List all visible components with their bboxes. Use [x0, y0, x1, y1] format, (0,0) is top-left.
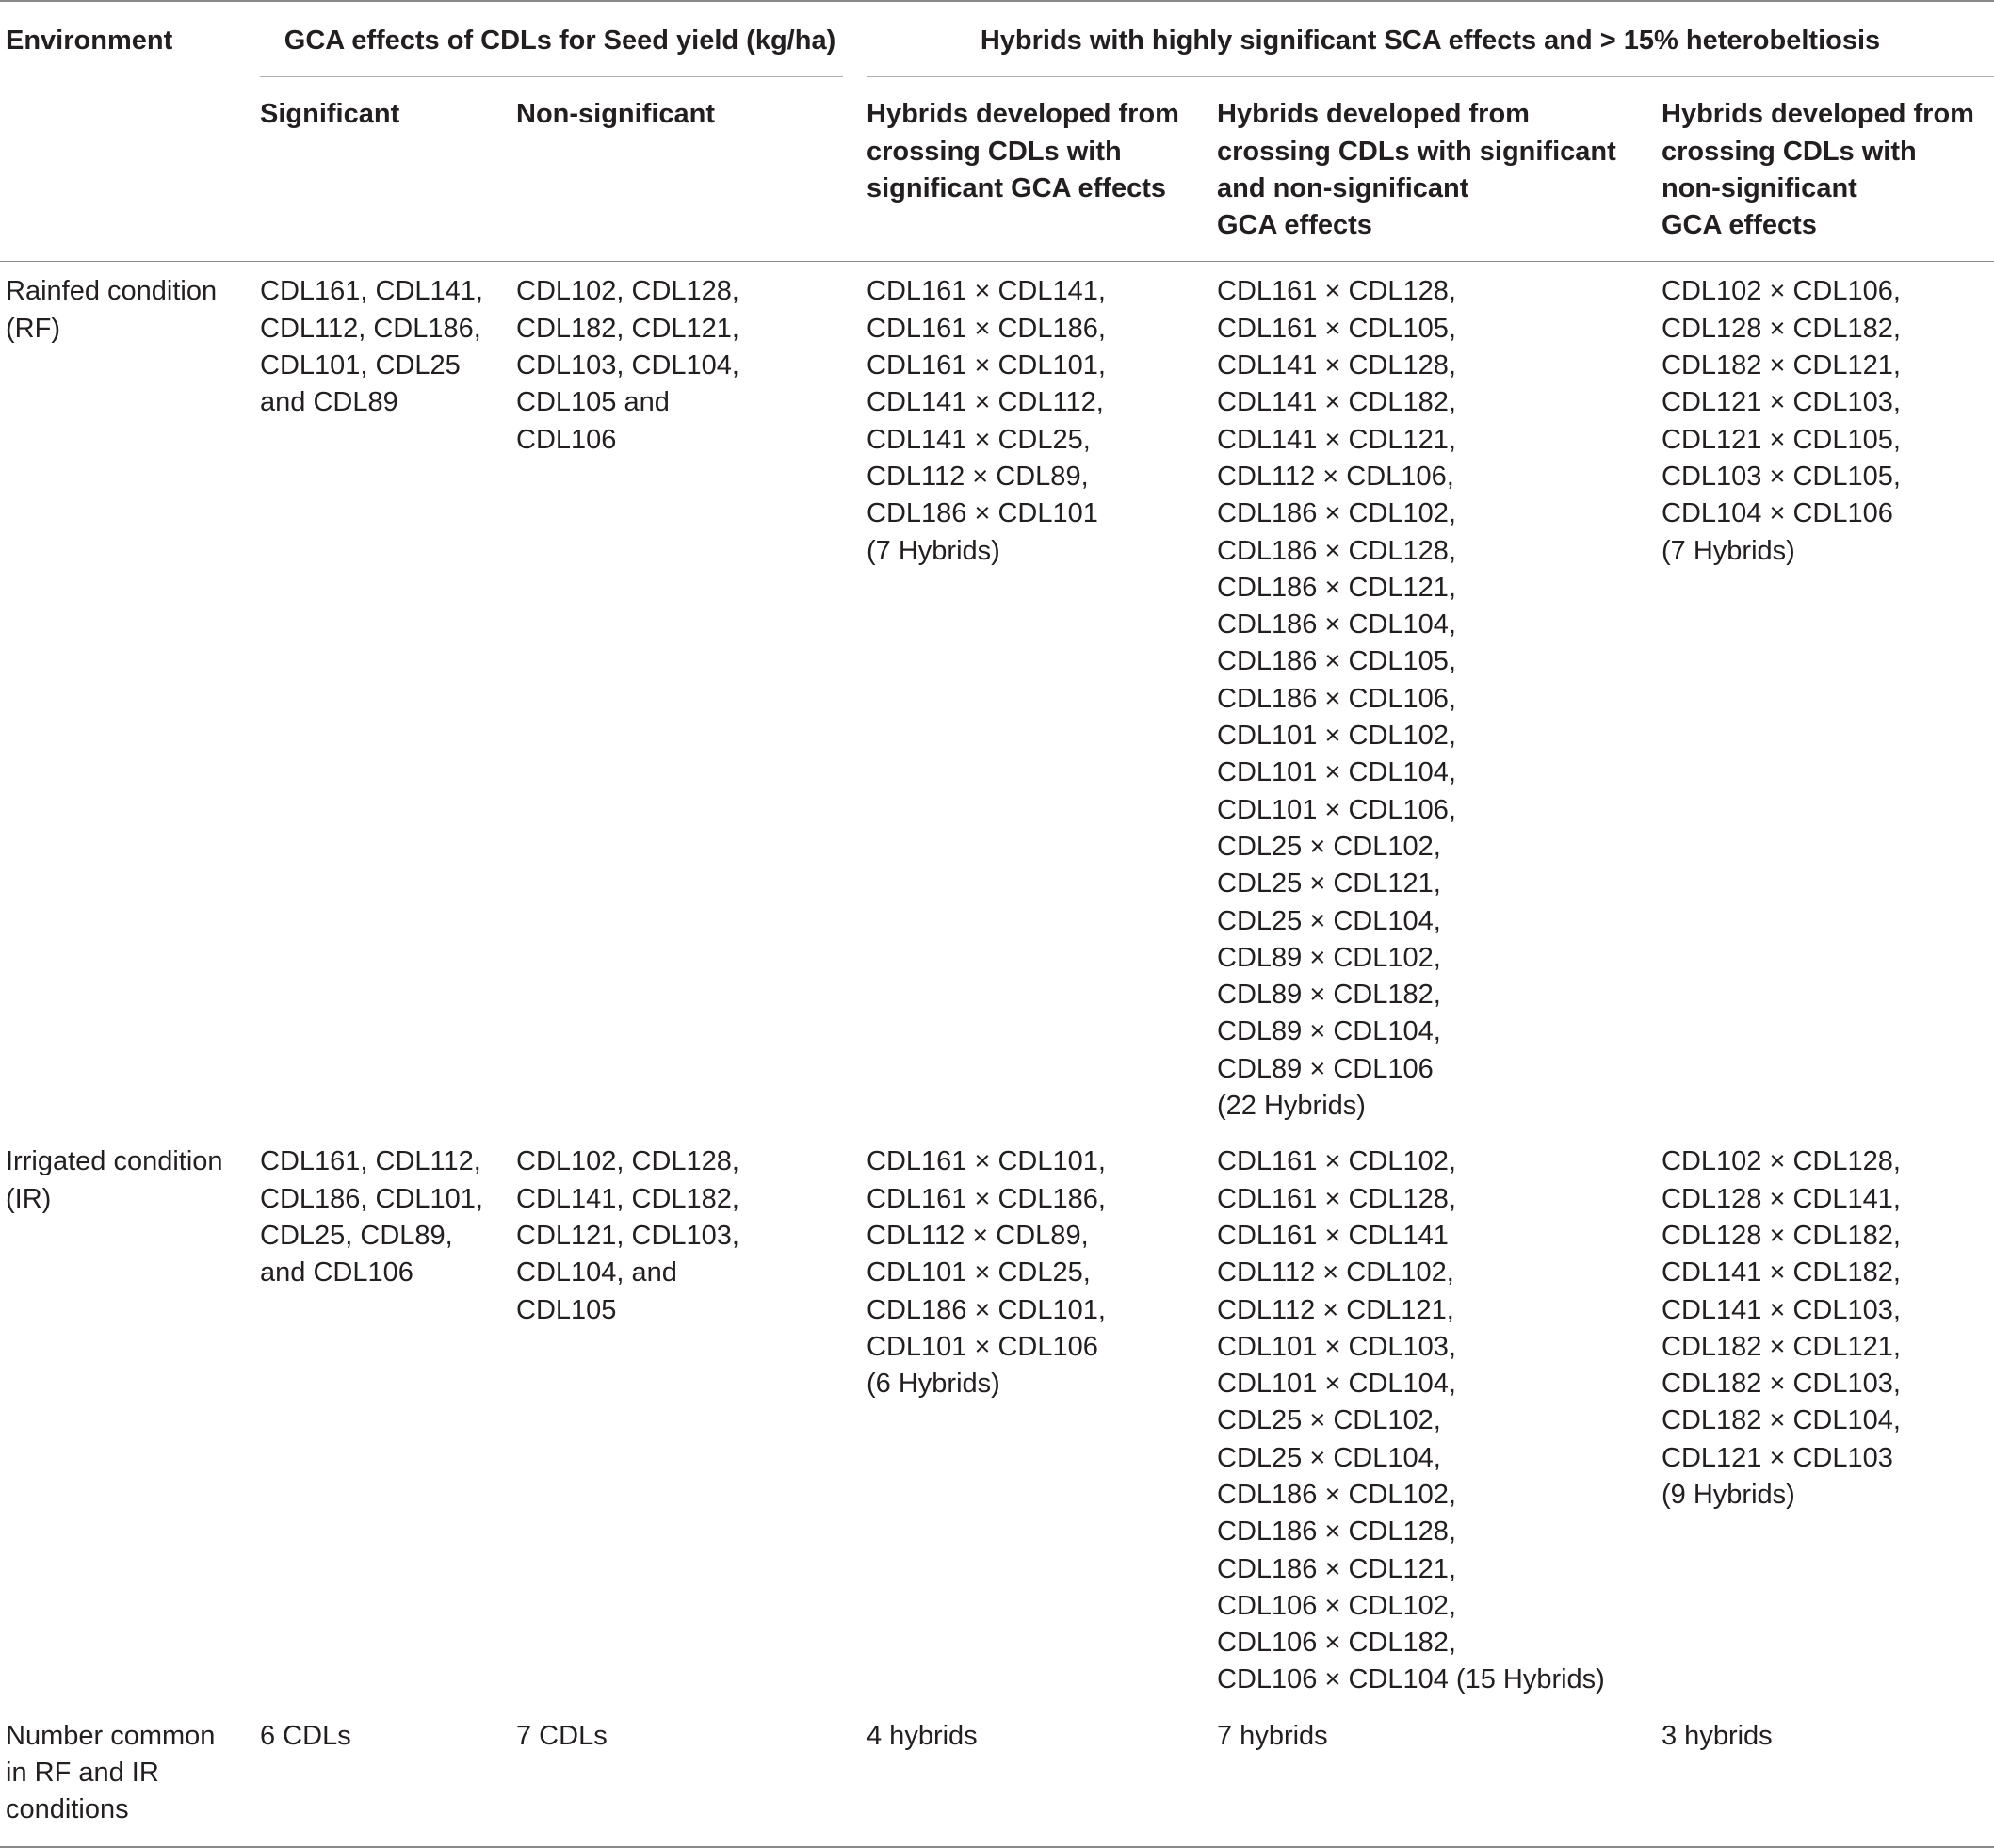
cell-line: CDL186 × CDL101 [867, 498, 1098, 529]
cell-non-significant [516, 1707, 867, 1847]
cell-line: CDL101 × CDL103, [1217, 1331, 1456, 1362]
cell-environment [0, 262, 260, 1132]
cell-line: CDL103 × CDL105, [1662, 461, 1901, 492]
cell-line: CDL182, CDL121, [516, 313, 739, 344]
cell-line: CDL141 × CDL103, [1662, 1294, 1901, 1325]
cell-line: CDL186 × CDL106, [1217, 683, 1456, 714]
header-gca-group-label: GCA effects of CDLs for Seed yield (kg/ha) [260, 23, 843, 77]
cell-line: CDL112 × CDL89, [867, 461, 1089, 492]
cell-hybrids-significant [867, 262, 1217, 1132]
cell-line: CDL101 × CDL25, [867, 1257, 1091, 1289]
cell-line: (IR) [6, 1183, 52, 1214]
cell-hybrids-mixed [1217, 1707, 1662, 1847]
cell-line: (RF) [6, 313, 60, 344]
cell-line: CDL112 × CDL106, [1217, 461, 1454, 492]
cell-line: CDL103, CDL104, [516, 350, 739, 381]
table-header [0, 1, 1994, 262]
header-significant-label: Significant [260, 99, 400, 130]
cell-line: CDL89 × CDL106 [1217, 1053, 1434, 1084]
cell-line: CDL186 × CDL128, [1217, 535, 1456, 566]
cell-line: CDL106 × CDL102, [1217, 1590, 1456, 1621]
cell-line: CDL141, CDL182, [516, 1183, 739, 1214]
table-row [0, 1132, 1994, 1706]
cell-line: and non-significant [1217, 172, 1469, 203]
cell-line: (22 Hybrids) [1217, 1091, 1366, 1122]
cell-significant [260, 1132, 516, 1706]
cell-hybrids-mixed [1217, 262, 1662, 1132]
header-significant [260, 77, 516, 262]
cell-line: crossing CDLs with significant [1217, 136, 1616, 167]
cell-line: Rainfed condition [6, 276, 218, 307]
cell-line: CDL161 × CDL141, [867, 276, 1106, 307]
cell-line: (6 Hybrids) [867, 1369, 1000, 1400]
cell-line: CDL121 × CDL105, [1662, 424, 1901, 455]
cell-line: non-significant [1662, 172, 1857, 203]
cell-line: CDL161 × CDL186, [867, 313, 1106, 344]
cell-line: CDL161 × CDL128, [1217, 276, 1456, 307]
cell-line: CDL112, CDL186, [260, 313, 481, 344]
table-row [0, 1707, 1994, 1847]
cell-line: Hybrids developed from [1662, 99, 1974, 130]
cell-line: CDL112 × CDL102, [1217, 1257, 1454, 1289]
cell-significant [260, 1707, 516, 1847]
header-row-groups [0, 1, 1994, 77]
cell-line: CDL101 × CDL106 [867, 1331, 1098, 1362]
cell-hybrids-mixed [1217, 1132, 1662, 1706]
cell-line: CDL141 × CDL121, [1217, 424, 1456, 455]
cell-line: CDL182 × CDL121, [1662, 350, 1901, 381]
cell-line: CDL112 × CDL89, [867, 1220, 1089, 1251]
cell-line: CDL25 × CDL104, [1217, 905, 1441, 936]
cell-line: CDL161, CDL112, [260, 1146, 481, 1177]
header-row-columns [0, 77, 1994, 262]
cell-line: Hybrids developed from [867, 99, 1179, 130]
cell-line: CDL128 × CDL182, [1662, 1220, 1901, 1251]
cell-line: CDL128 × CDL141, [1662, 1183, 1901, 1214]
cell-line: CDL186 × CDL121, [1217, 572, 1456, 603]
cell-line: CDL89 × CDL104, [1217, 1016, 1441, 1047]
cell-significant [260, 262, 516, 1132]
header-hybrids-non-significant-label [1662, 96, 1994, 244]
cell-line: CDL141 × CDL182, [1662, 1257, 1901, 1289]
cell-line: CDL25, CDL89, [260, 1220, 453, 1251]
cell-line: in RF and IR [6, 1758, 159, 1789]
cell-line: crossing CDLs with [1662, 136, 1917, 167]
header-non-significant-label: Non-significant [516, 99, 716, 130]
cell-line: CDL25 × CDL102, [1217, 831, 1441, 862]
cell-line: conditions [6, 1794, 129, 1825]
cell-line: CDL161 × CDL105, [1217, 313, 1456, 344]
cell-line: CDL182 × CDL104, [1662, 1405, 1901, 1436]
cell-line: Number common [6, 1720, 216, 1751]
table-row [0, 262, 1994, 1132]
header-hybrids-significant-label [867, 96, 1217, 207]
cell-environment [0, 1132, 260, 1706]
cell-line: CDL105 and [516, 387, 670, 418]
cell-line: CDL141 × CDL182, [1217, 387, 1456, 418]
cell-line: Irrigated condition [6, 1146, 223, 1177]
header-hybrids-mixed [1217, 77, 1662, 262]
cell-line: and CDL89 [260, 387, 398, 418]
cell-line: CDL161 × CDL102, [1217, 1146, 1456, 1177]
cell-line: CDL161, CDL141, [260, 276, 483, 307]
cell-line: CDL141 × CDL128, [1217, 350, 1456, 381]
cell-line: CDL102, CDL128, [516, 1146, 739, 1177]
cell-line: CDL101 × CDL102, [1217, 721, 1456, 752]
cell-line: CDL101, CDL25 [260, 350, 461, 381]
cell-line: CDL102 × CDL128, [1662, 1146, 1901, 1177]
cell-line: CDL89 × CDL182, [1217, 980, 1441, 1011]
cell-line: CDL112 × CDL121, [1217, 1294, 1454, 1325]
cell-line: CDL141 × CDL25, [867, 424, 1091, 455]
cell-line: CDL105 [516, 1294, 617, 1325]
cell-line: 6 CDLs [260, 1720, 351, 1751]
cell-line: 7 CDLs [516, 1720, 608, 1751]
cell-line: CDL128 × CDL182, [1662, 313, 1901, 344]
cell-line: CDL89 × CDL102, [1217, 942, 1441, 973]
header-hybrids-group-label: Hybrids with highly significant SCA effects and > 15% heterobeltiosis [867, 23, 1994, 77]
cell-line: CDL106 [516, 424, 617, 455]
cell-line: CDL186 × CDL104, [1217, 609, 1456, 640]
cell-line: CDL106 × CDL182, [1217, 1628, 1456, 1659]
cell-line: CDL104 × CDL106 [1662, 498, 1893, 529]
cell-line: Hybrids developed from [1217, 99, 1530, 130]
header-hybrids-significant [867, 77, 1217, 262]
cell-line: CDL25 × CDL121, [1217, 868, 1441, 900]
cell-line: GCA effects [1217, 210, 1372, 241]
cell-line: CDL161 × CDL186, [867, 1183, 1106, 1214]
cell-line: CDL182 × CDL103, [1662, 1369, 1901, 1400]
cell-line: CDL25 × CDL104, [1217, 1442, 1441, 1473]
cell-hybrids-non-significant [1662, 1707, 1994, 1847]
cell-environment [0, 1707, 260, 1847]
cell-line: CDL101 × CDL104, [1217, 757, 1456, 788]
cell-hybrids-non-significant [1662, 1132, 1994, 1706]
cell-line: 7 hybrids [1217, 1720, 1328, 1751]
header-hybrids-non-significant [1662, 77, 1994, 262]
cell-line: CDL161 × CDL141 [1217, 1220, 1449, 1251]
cell-line: CDL141 × CDL112, [867, 387, 1104, 418]
cell-hybrids-non-significant [1662, 262, 1994, 1132]
cell-line: CDL106 × CDL104 (15 Hybrids) [1217, 1664, 1605, 1695]
cell-line: crossing CDLs with [867, 136, 1122, 167]
cell-line: CDL186 × CDL101, [867, 1294, 1106, 1325]
cell-line: CDL161 × CDL101, [867, 1146, 1106, 1177]
cell-line: CDL121 × CDL103 [1662, 1442, 1893, 1473]
cell-line: CDL161 × CDL128, [1217, 1183, 1456, 1214]
cell-line: significant GCA effects [867, 172, 1166, 203]
cell-line: (7 Hybrids) [1662, 535, 1795, 566]
cell-line: and CDL106 [260, 1257, 413, 1289]
header-hybrids-group [867, 1, 1994, 77]
cell-line: 4 hybrids [867, 1720, 978, 1751]
cell-line: (9 Hybrids) [1662, 1479, 1795, 1510]
cell-line: CDL101 × CDL104, [1217, 1369, 1456, 1400]
cell-line: CDL182 × CDL121, [1662, 1331, 1901, 1362]
cell-line: CDL161 × CDL101, [867, 350, 1106, 381]
cell-line: 3 hybrids [1662, 1720, 1773, 1751]
cell-non-significant [516, 1132, 867, 1706]
cell-non-significant [516, 262, 867, 1132]
cell-line: CDL102, CDL128, [516, 276, 739, 307]
cell-line: CDL186 × CDL105, [1217, 646, 1456, 677]
cell-line: CDL186 × CDL128, [1217, 1516, 1456, 1548]
cell-line: CDL186 × CDL121, [1217, 1553, 1456, 1584]
cell-line: CDL186, CDL101, [260, 1183, 483, 1214]
cell-line: (7 Hybrids) [867, 535, 1000, 566]
cell-line: CDL104, and [516, 1257, 677, 1289]
cell-line: CDL121, CDL103, [516, 1220, 739, 1251]
header-environment-label: Environment [6, 25, 173, 56]
cell-line: CDL101 × CDL106, [1217, 794, 1456, 825]
header-non-significant [516, 77, 867, 262]
header-environment [0, 1, 260, 262]
cell-hybrids-significant [867, 1132, 1217, 1706]
cell-line: CDL186 × CDL102, [1217, 498, 1456, 529]
header-hybrids-mixed-label [1217, 96, 1662, 244]
cell-line: CDL102 × CDL106, [1662, 276, 1901, 307]
table-body [0, 262, 1994, 1847]
header-gca-group [260, 1, 867, 77]
cell-line: CDL121 × CDL103, [1662, 387, 1901, 418]
cell-line: CDL25 × CDL102, [1217, 1405, 1441, 1436]
cell-line: GCA effects [1662, 210, 1817, 241]
cell-hybrids-significant [867, 1707, 1217, 1847]
cell-line: CDL186 × CDL102, [1217, 1479, 1456, 1510]
